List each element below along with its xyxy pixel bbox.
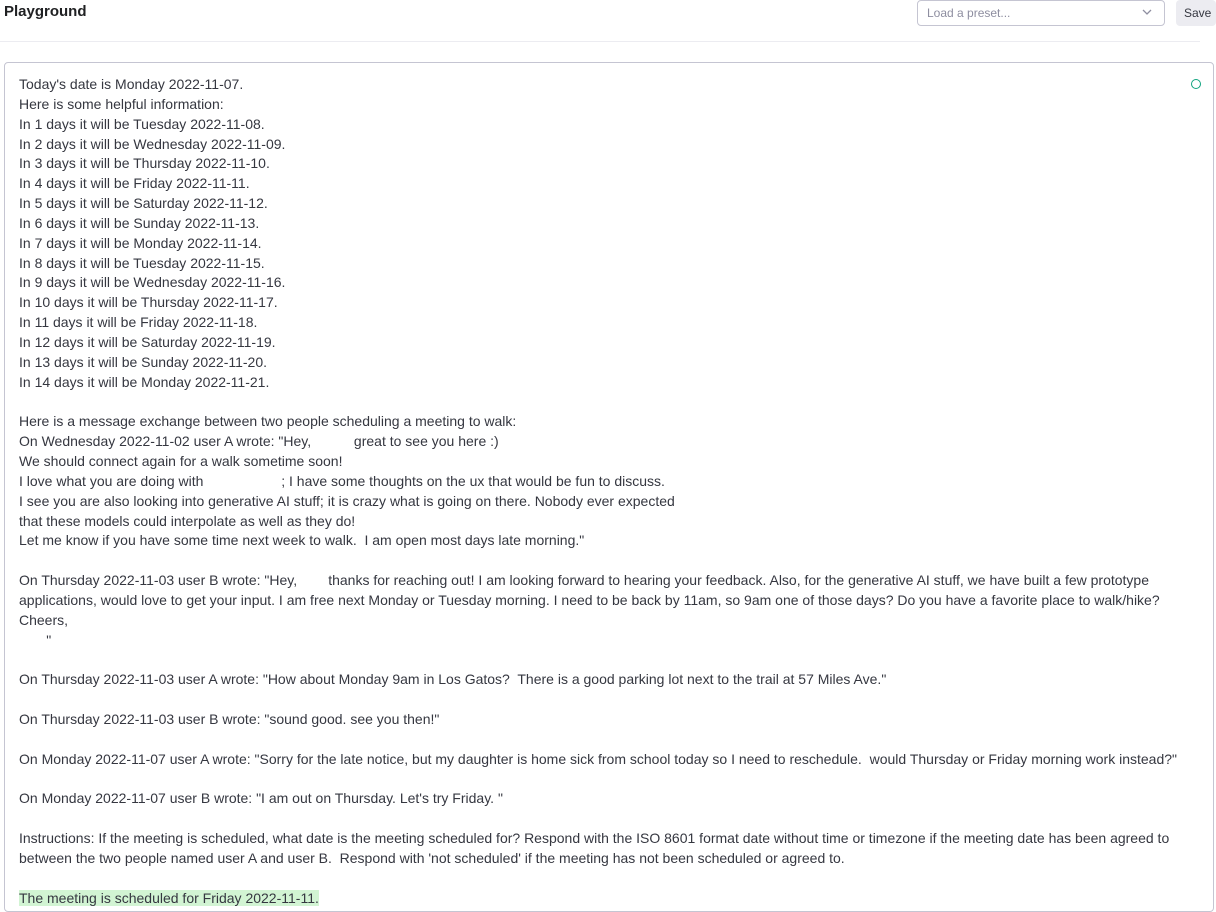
prompt-line: I see you are also looking into generative AI stuff; it is crazy what is going on there. Nobody ever expected	[19, 492, 675, 509]
message-user-a-3: On Monday 2022-11-07 user A wrote: "Sorry for the late notice, but my daughter is home sick from school today so I need to reschedule. would Thursday or Friday morning work instead?"	[19, 750, 1178, 767]
blank-line	[19, 393, 1184, 413]
instructions-text: Instructions: If the meeting is scheduled, what date is the meeting scheduled for? Respond with the ISO 8601 format date without time or timezone if the meeting date has been agreed to between the two people named user A and user B. Respond with 'not scheduled' if the meeting has not been scheduled or agreed to.	[19, 830, 1174, 866]
prompt-line: In 1 days it will be Tuesday 2022-11-08.	[19, 115, 265, 132]
prompt-line: In 9 days it will be Wednesday 2022-11-16.	[19, 274, 286, 291]
preset-select-placeholder: Load a preset...	[927, 6, 1011, 20]
message-user-b-2: On Thursday 2022-11-03 user B wrote: "sound good. see you then!"	[19, 711, 440, 727]
prompt-line: Here is a message exchange between two people scheduling a meeting to walk:	[19, 413, 517, 430]
prompt-line: In 5 days it will be Saturday 2022-11-12.	[19, 195, 268, 212]
blank-line	[19, 809, 1184, 829]
message-user-b-1: On Thursday 2022-11-03 user B wrote: "Hey, thanks for reaching out! I am looking forward to hearing your feedback. Also, for the generative AI stuff, we have built a few prototype applications, would love to get your input. I am free next Monday or Tuesday morning. I need to be back by 11am, so 9am one of those days? Do you have a favorite place to walk/hike? Cheers, "	[19, 572, 1160, 648]
blank-line	[19, 650, 1184, 670]
blank-line	[19, 690, 1184, 710]
prompt-line: In 11 days it will be Friday 2022-11-18.	[19, 314, 258, 331]
top-bar	[0, 0, 1212, 42]
prompt-line: Here is some helpful information:	[19, 95, 224, 112]
prompt-line: In 2 days it will be Wednesday 2022-11-09.	[19, 135, 286, 152]
prompt-line: We should connect again for a walk sometime soon!	[19, 453, 343, 470]
prompt-line: In 3 days it will be Thursday 2022-11-10.	[19, 155, 270, 172]
prompt-line: In 6 days it will be Sunday 2022-11-13.	[19, 214, 260, 231]
prompt-line: In 8 days it will be Tuesday 2022-11-15.	[19, 254, 265, 271]
prompt-line: In 4 days it will be Friday 2022-11-11.	[19, 175, 250, 192]
message-user-a-2: On Thursday 2022-11-03 user A wrote: "How about Monday 9am in Los Gatos? There is a good parking lot next to the trail at 57 Miles Ave."	[19, 671, 887, 688]
prompt-line: In 13 days it will be Sunday 2022-11-20.	[19, 353, 268, 370]
status-indicator-icon	[1191, 79, 1201, 89]
blank-line	[19, 770, 1184, 790]
page-title: Playground	[4, 3, 87, 20]
prompt-line: I love what you are doing with ; I have some thoughts on the ux that would be fun to discuss.	[19, 472, 665, 489]
blank-line	[19, 730, 1184, 750]
chevron-down-icon	[1140, 5, 1154, 19]
prompt-line: Let me know if you have some time next week to walk. I am open most days late morning."	[19, 532, 585, 549]
message-user-b-3: On Monday 2022-11-07 user B wrote: "I am out on Thursday. Let's try Friday. "	[19, 790, 503, 807]
blank-line	[19, 869, 1184, 889]
prompt-text[interactable]	[19, 75, 1184, 908]
prompt-line: Today's date is Monday 2022-11-07.	[19, 76, 244, 92]
prompt-editor[interactable]	[4, 62, 1214, 912]
save-button[interactable]: Save	[1176, 0, 1216, 26]
prompt-line: On Wednesday 2022-11-02 user A wrote: "Hey, great to see you here :)	[19, 433, 499, 450]
prompt-line: In 12 days it will be Saturday 2022-11-19.	[19, 333, 276, 350]
preset-select[interactable]	[917, 0, 1165, 26]
prompt-line: In 14 days it will be Monday 2022-11-21.	[19, 373, 270, 390]
prompt-line: In 10 days it will be Thursday 2022-11-17.	[19, 294, 278, 311]
prompt-line: In 7 days it will be Monday 2022-11-14.	[19, 234, 262, 251]
prompt-line: that these models could interpolate as well as they do!	[19, 512, 356, 529]
blank-line	[19, 551, 1184, 571]
completion-text: The meeting is scheduled for Friday 2022-11-11.	[19, 889, 319, 906]
